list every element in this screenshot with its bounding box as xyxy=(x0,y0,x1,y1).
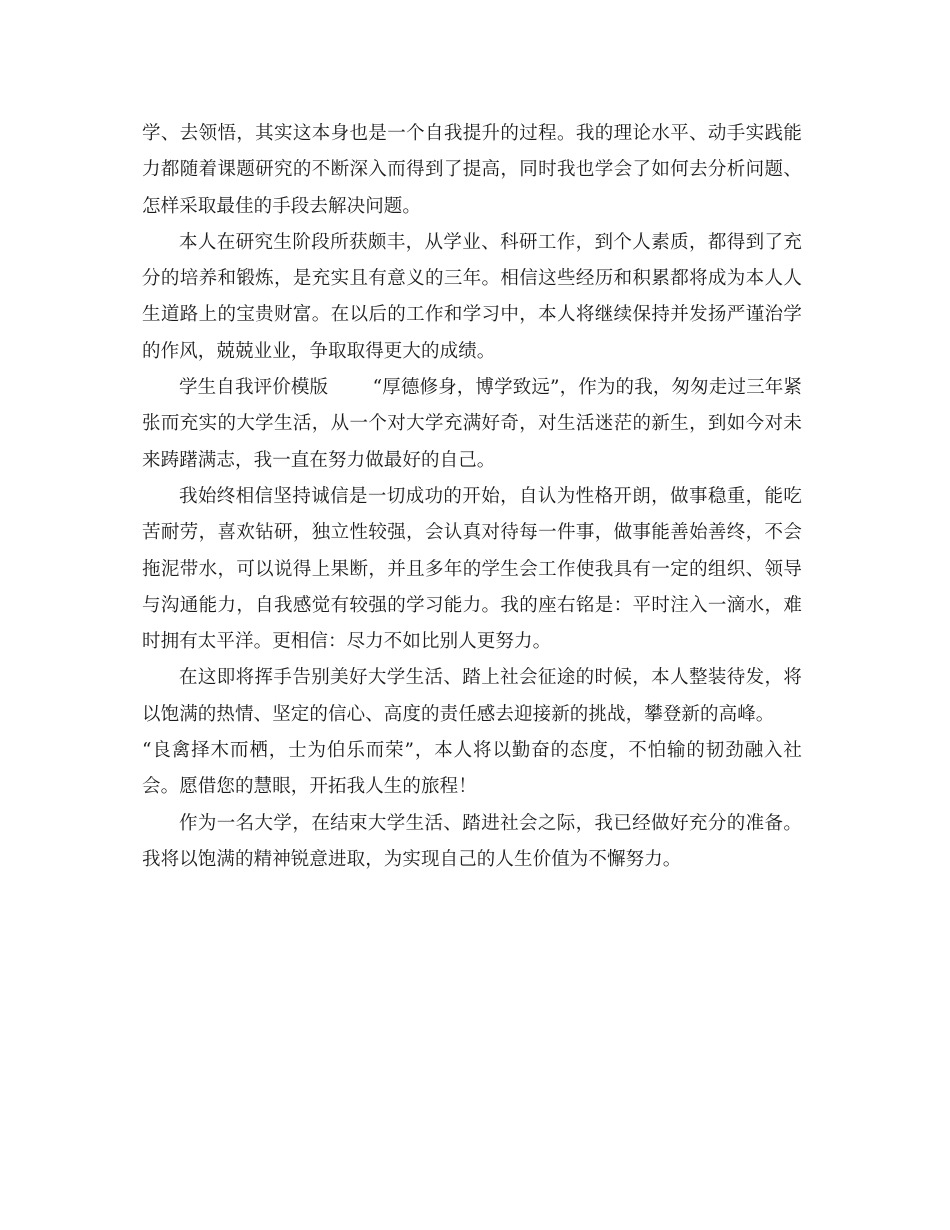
paragraph-farewell: 在这即将挥手告别美好大学生活、踏上社会征途的时候，本人整装待发，将以饱满的热情、坚定的信心、高度的责任感去迎接新的挑战，攀登新的高峰。 xyxy=(142,667,802,725)
template-heading: 学生自我评价模版 xyxy=(179,377,329,399)
paragraph-continuation: 学、去领悟，其实这本身也是一个自我提升的过程。我的理论水平、动手实践能力都随着课题研究的不断深入而得到了提高，同时我也学会了如何去分析问题、怎样采取最佳的手段去解决问题。 xyxy=(142,123,802,217)
paragraph-conclusion: 作为一名大学，在结束大学生活、踏进社会之际，我已经做好充分的准备。我将以饱满的精神锐意进取，为实现自己的人生价值为不懈努力。 xyxy=(142,812,802,870)
paragraph-motto: “良禽择木而栖，士为伯乐而荣”，本人将以勤奋的态度，不怕输的韧劲融入社会。愿借您的慧眼，开拓我人生的旅程！ xyxy=(142,740,802,798)
paragraph-template-intro xyxy=(142,370,802,479)
template-intro-text: “厚德修身，博学致远”，作为的我，匆匆走过三年紧张而充实的大学生活，从一个对大学充满好奇，对生活迷茫的新生，到如今对未来踌躇满志，我一直在努力做最好的自己。 xyxy=(142,377,802,471)
document-body xyxy=(142,116,802,878)
paragraph-personality: 我始终相信坚持诚信是一切成功的开始，自认为性格开朗，做事稳重，能吃苦耐劳，喜欢钻研，独立性较强，会认真对待每一件事，做事能善始善终，不会拖泥带水，可以说得上果断，并且多年的学生会工作使我具有一定的组织、领导与沟通能力，自我感觉有较强的学习能力。我的座右铭是：平时注入一滴水，难时拥有太平洋。更相信：尽力不如比别人更努力。 xyxy=(142,485,802,653)
paragraph-graduate-summary: 本人在研究生阶段所获颇丰，从学业、科研工作，到个人素质，都得到了充分的培养和锻炼，是充实且有意义的三年。相信这些经历和积累都将成为本人人生道路上的宝贵财富。在以后的工作和学习中，本人将继续保持并发扬严谨治学的作风，兢兢业业，争取取得更大的成绩。 xyxy=(142,231,802,362)
